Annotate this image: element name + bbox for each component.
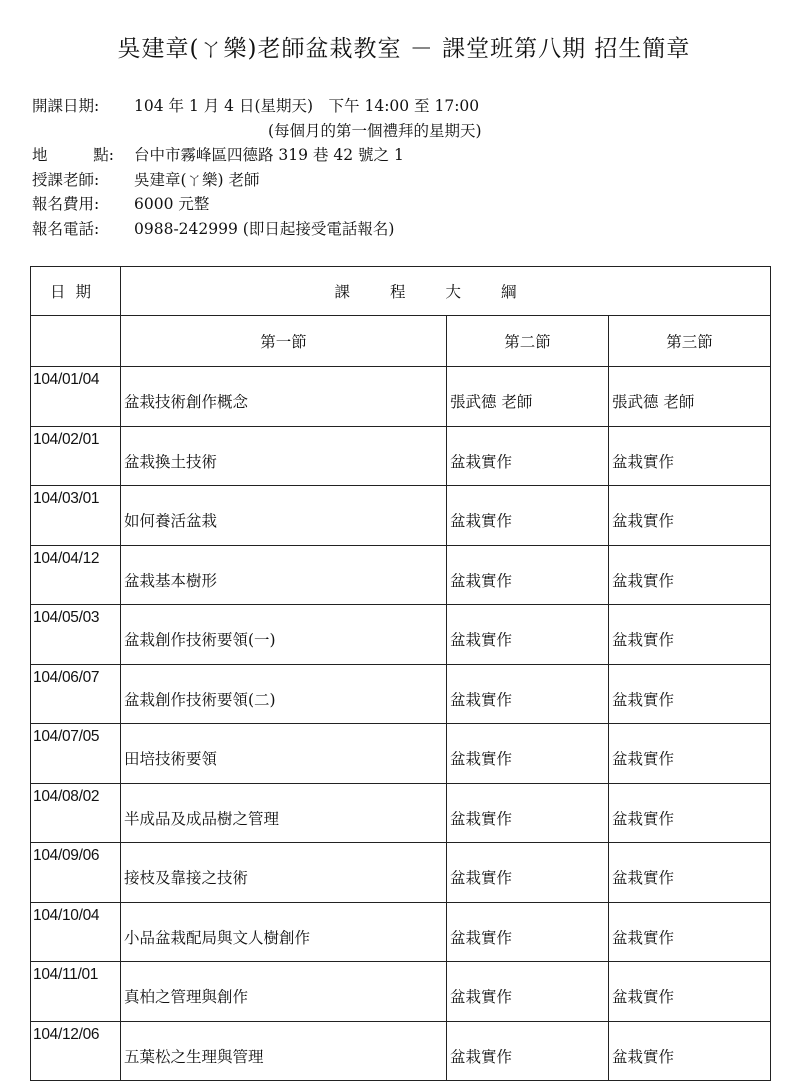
row-date: 104/11/01: [31, 962, 121, 1022]
header-outline: 課程大綱: [121, 267, 771, 316]
row-date: 104/09/06: [31, 843, 121, 903]
row-session-1: 盆栽基本樹形: [121, 545, 447, 605]
location-label-b: 點:: [93, 146, 114, 164]
row-session-1: 盆栽創作技術要領(一): [121, 605, 447, 665]
fee-value: 6000 元整: [134, 195, 210, 213]
row-session-3: 盆栽實作: [609, 664, 771, 724]
row-date: 104/06/07: [31, 664, 121, 724]
row-session-1: 半成品及成品樹之管理: [121, 783, 447, 843]
row-session-1: 如何養活盆栽: [121, 486, 447, 546]
table-row: [31, 1021, 771, 1081]
row-session-3: 盆栽實作: [609, 783, 771, 843]
row-session-2: 盆栽實作: [447, 724, 609, 784]
table-row: [31, 545, 771, 605]
table-row: [31, 843, 771, 903]
phone-label: 報名電話:: [32, 219, 100, 238]
teacher-label: 授課老師:: [32, 170, 100, 189]
session-header-blank: [31, 316, 121, 367]
session-header-3: 第三節: [609, 316, 771, 367]
session-header-row: [31, 316, 771, 367]
schedule-table: [30, 266, 771, 1081]
row-session-1: 五葉松之生理與管理: [121, 1021, 447, 1081]
start-date-note-row: [32, 119, 482, 144]
location-row: [32, 143, 482, 168]
start-date-value: 104 年 1 月 4 日(星期天) 下午 14:00 至 17:00: [134, 97, 480, 115]
teacher-row: [32, 168, 482, 193]
row-session-3: 盆栽實作: [609, 962, 771, 1022]
row-session-2: 盆栽實作: [447, 545, 609, 605]
row-session-2: 盆栽實作: [447, 664, 609, 724]
row-session-1: 小品盆栽配局與文人樹創作: [121, 902, 447, 962]
row-session-1: 接枝及靠接之技術: [121, 843, 447, 903]
row-session-3: 盆栽實作: [609, 426, 771, 486]
table-row: [31, 664, 771, 724]
row-session-2: 張武德 老師: [447, 367, 609, 427]
session-header-1: 第一節: [121, 316, 447, 367]
row-session-2: 盆栽實作: [447, 783, 609, 843]
row-date: 104/04/12: [31, 545, 121, 605]
table-row: [31, 724, 771, 784]
table-row: [31, 605, 771, 665]
table-row: [31, 486, 771, 546]
table-row: [31, 783, 771, 843]
row-session-2: 盆栽實作: [447, 962, 609, 1022]
row-session-2: 盆栽實作: [447, 1021, 609, 1081]
row-date: 104/10/04: [31, 902, 121, 962]
row-date: 104/12/06: [31, 1021, 121, 1081]
row-session-1: 真柏之管理與創作: [121, 962, 447, 1022]
row-session-3: 張武德 老師: [609, 367, 771, 427]
row-session-3: 盆栽實作: [609, 724, 771, 784]
phone-value: 0988-242999 (即日起接受電話報名): [134, 219, 395, 238]
start-date-label: 開課日期:: [32, 97, 100, 115]
row-session-2: 盆栽實作: [447, 843, 609, 903]
location-value: 台中市霧峰區四德路 319 巷 42 號之 1: [134, 146, 404, 164]
row-session-1: 盆栽換土技術: [121, 426, 447, 486]
row-session-3: 盆栽實作: [609, 843, 771, 903]
row-date: 104/05/03: [31, 605, 121, 665]
row-session-3: 盆栽實作: [609, 1021, 771, 1081]
row-date: 104/03/01: [31, 486, 121, 546]
row-session-2: 盆栽實作: [447, 486, 609, 546]
table-row: [31, 962, 771, 1022]
page-title: 吳建章(ㄚ樂)老師盆栽教室 － 課堂班第八期 招生簡章: [117, 36, 691, 62]
row-date: 104/07/05: [31, 724, 121, 784]
row-session-1: 盆栽創作技術要領(二): [121, 664, 447, 724]
fee-row: [32, 192, 482, 217]
row-date: 104/01/04: [31, 367, 121, 427]
row-date: 104/08/02: [31, 783, 121, 843]
row-session-1: 盆栽技術創作概念: [121, 367, 447, 427]
row-session-3: 盆栽實作: [609, 902, 771, 962]
info-block: [32, 94, 482, 241]
row-session-1: 田培技術要領: [121, 724, 447, 784]
row-session-3: 盆栽實作: [609, 605, 771, 665]
table-row: [31, 367, 771, 427]
header-date: 日期: [31, 267, 121, 316]
session-header-2: 第二節: [447, 316, 609, 367]
table-row: [31, 902, 771, 962]
phone-row: [32, 217, 482, 242]
table-header-row: [31, 267, 771, 316]
location-label: [32, 143, 114, 168]
start-date-note: (每個月的第一個禮拜的星期天): [268, 121, 482, 140]
start-date-row: [32, 94, 482, 119]
row-session-2: 盆栽實作: [447, 605, 609, 665]
row-session-3: 盆栽實作: [609, 545, 771, 605]
row-session-2: 盆栽實作: [447, 426, 609, 486]
row-date: 104/02/01: [31, 426, 121, 486]
fee-label: 報名費用:: [32, 195, 100, 213]
row-session-3: 盆栽實作: [609, 486, 771, 546]
row-session-2: 盆栽實作: [447, 902, 609, 962]
location-label-a: 地: [32, 146, 48, 164]
table-row: [31, 426, 771, 486]
teacher-value: 吳建章(ㄚ樂) 老師: [134, 170, 260, 189]
